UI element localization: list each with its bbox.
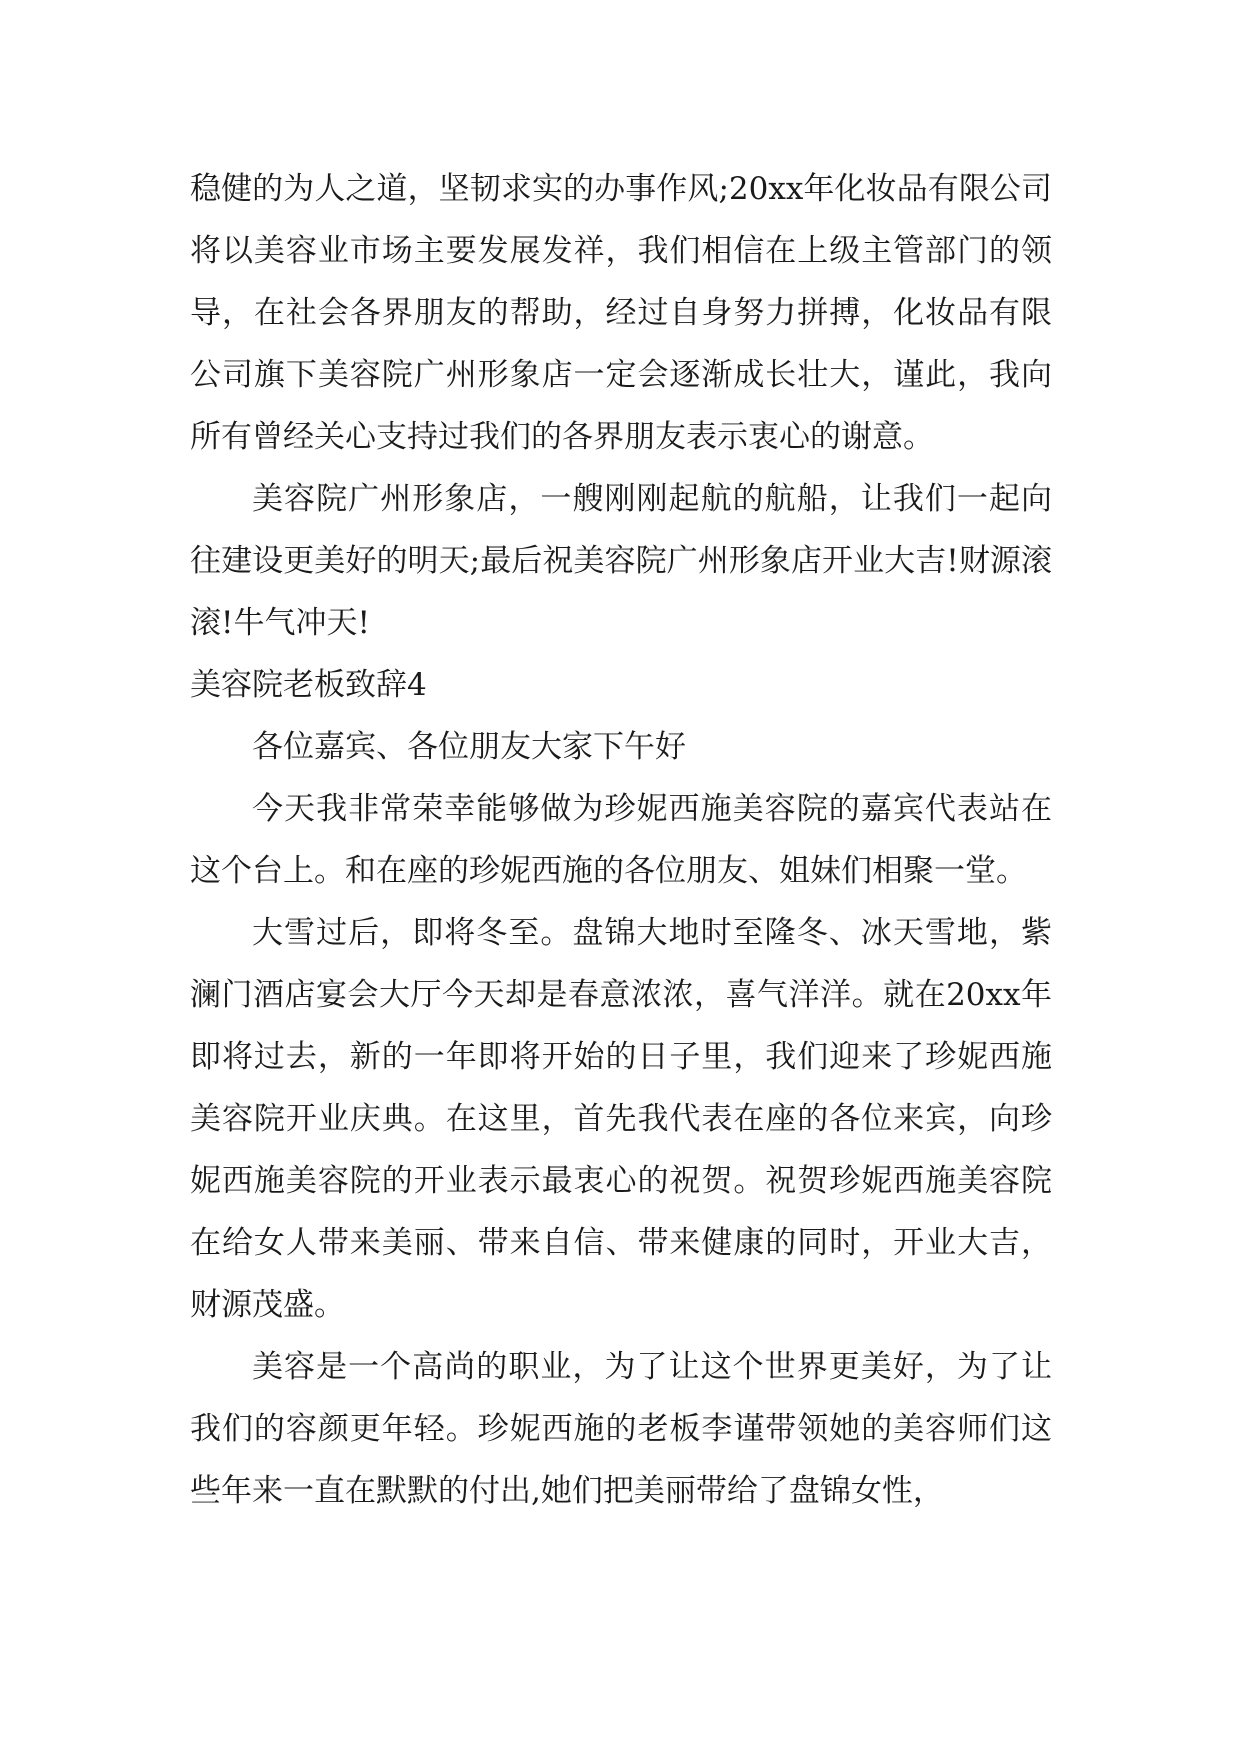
paragraph-greeting: 各位嘉宾、各位朋友大家下午好 [252,729,686,765]
paragraph-continued: 稳健的为人之道，坚韧求实的办事作风;20xx年化妆品有限公司将以美容业市场主要发展发祥，我们相信在上级主管部门的领导，在社会各界朋友的帮助，经过自身努力拼搏，化妆品有限公司旗下美容院广州形象店一定会逐渐成长壮大，谨此，我向所有曾经关心支持过我们的各界朋友表示衷心的谢意。 [190,171,1052,455]
paragraph-introduction: 今天我非常荣幸能够做为珍妮西施美容院的嘉宾代表站在这个台上。和在座的珍妮西施的各位朋友、姐妹们相聚一堂。 [190,791,1052,889]
paragraph-congratulations: 大雪过后，即将冬至。盘锦大地时至隆冬、冰天雪地，紫澜门酒店宴会大厅今天却是春意浓浓，喜气洋洋。就在20xx年即将过去，新的一年即将开始的日子里，我们迎来了珍妮西施美容院开业庆典。在这里，首先我代表在座的各位来宾，向珍妮西施美容院的开业表示最衷心的祝贺。祝贺珍妮西施美容院在给女人带来美丽、带来自信、带来健康的同时，开业大吉，财源茂盛。 [190,915,1052,1323]
paragraph-beauty-profession: 美容是一个高尚的职业，为了让这个世界更美好，为了让我们的容颜更年轻。珍妮西施的老板李谨带领她的美容师们这些年来一直在默默的付出,她们把美丽带给了盘锦女性， [190,1349,1052,1509]
document-body [190,158,1052,1522]
section-title: 美容院老板致辞4 [190,667,427,703]
paragraph-closing-wishes: 美容院广州形象店，一艘刚刚起航的航船，让我们一起向往建设更美好的明天;最后祝美容院广州形象店开业大吉!财源滚滚!牛气冲天! [190,481,1052,641]
